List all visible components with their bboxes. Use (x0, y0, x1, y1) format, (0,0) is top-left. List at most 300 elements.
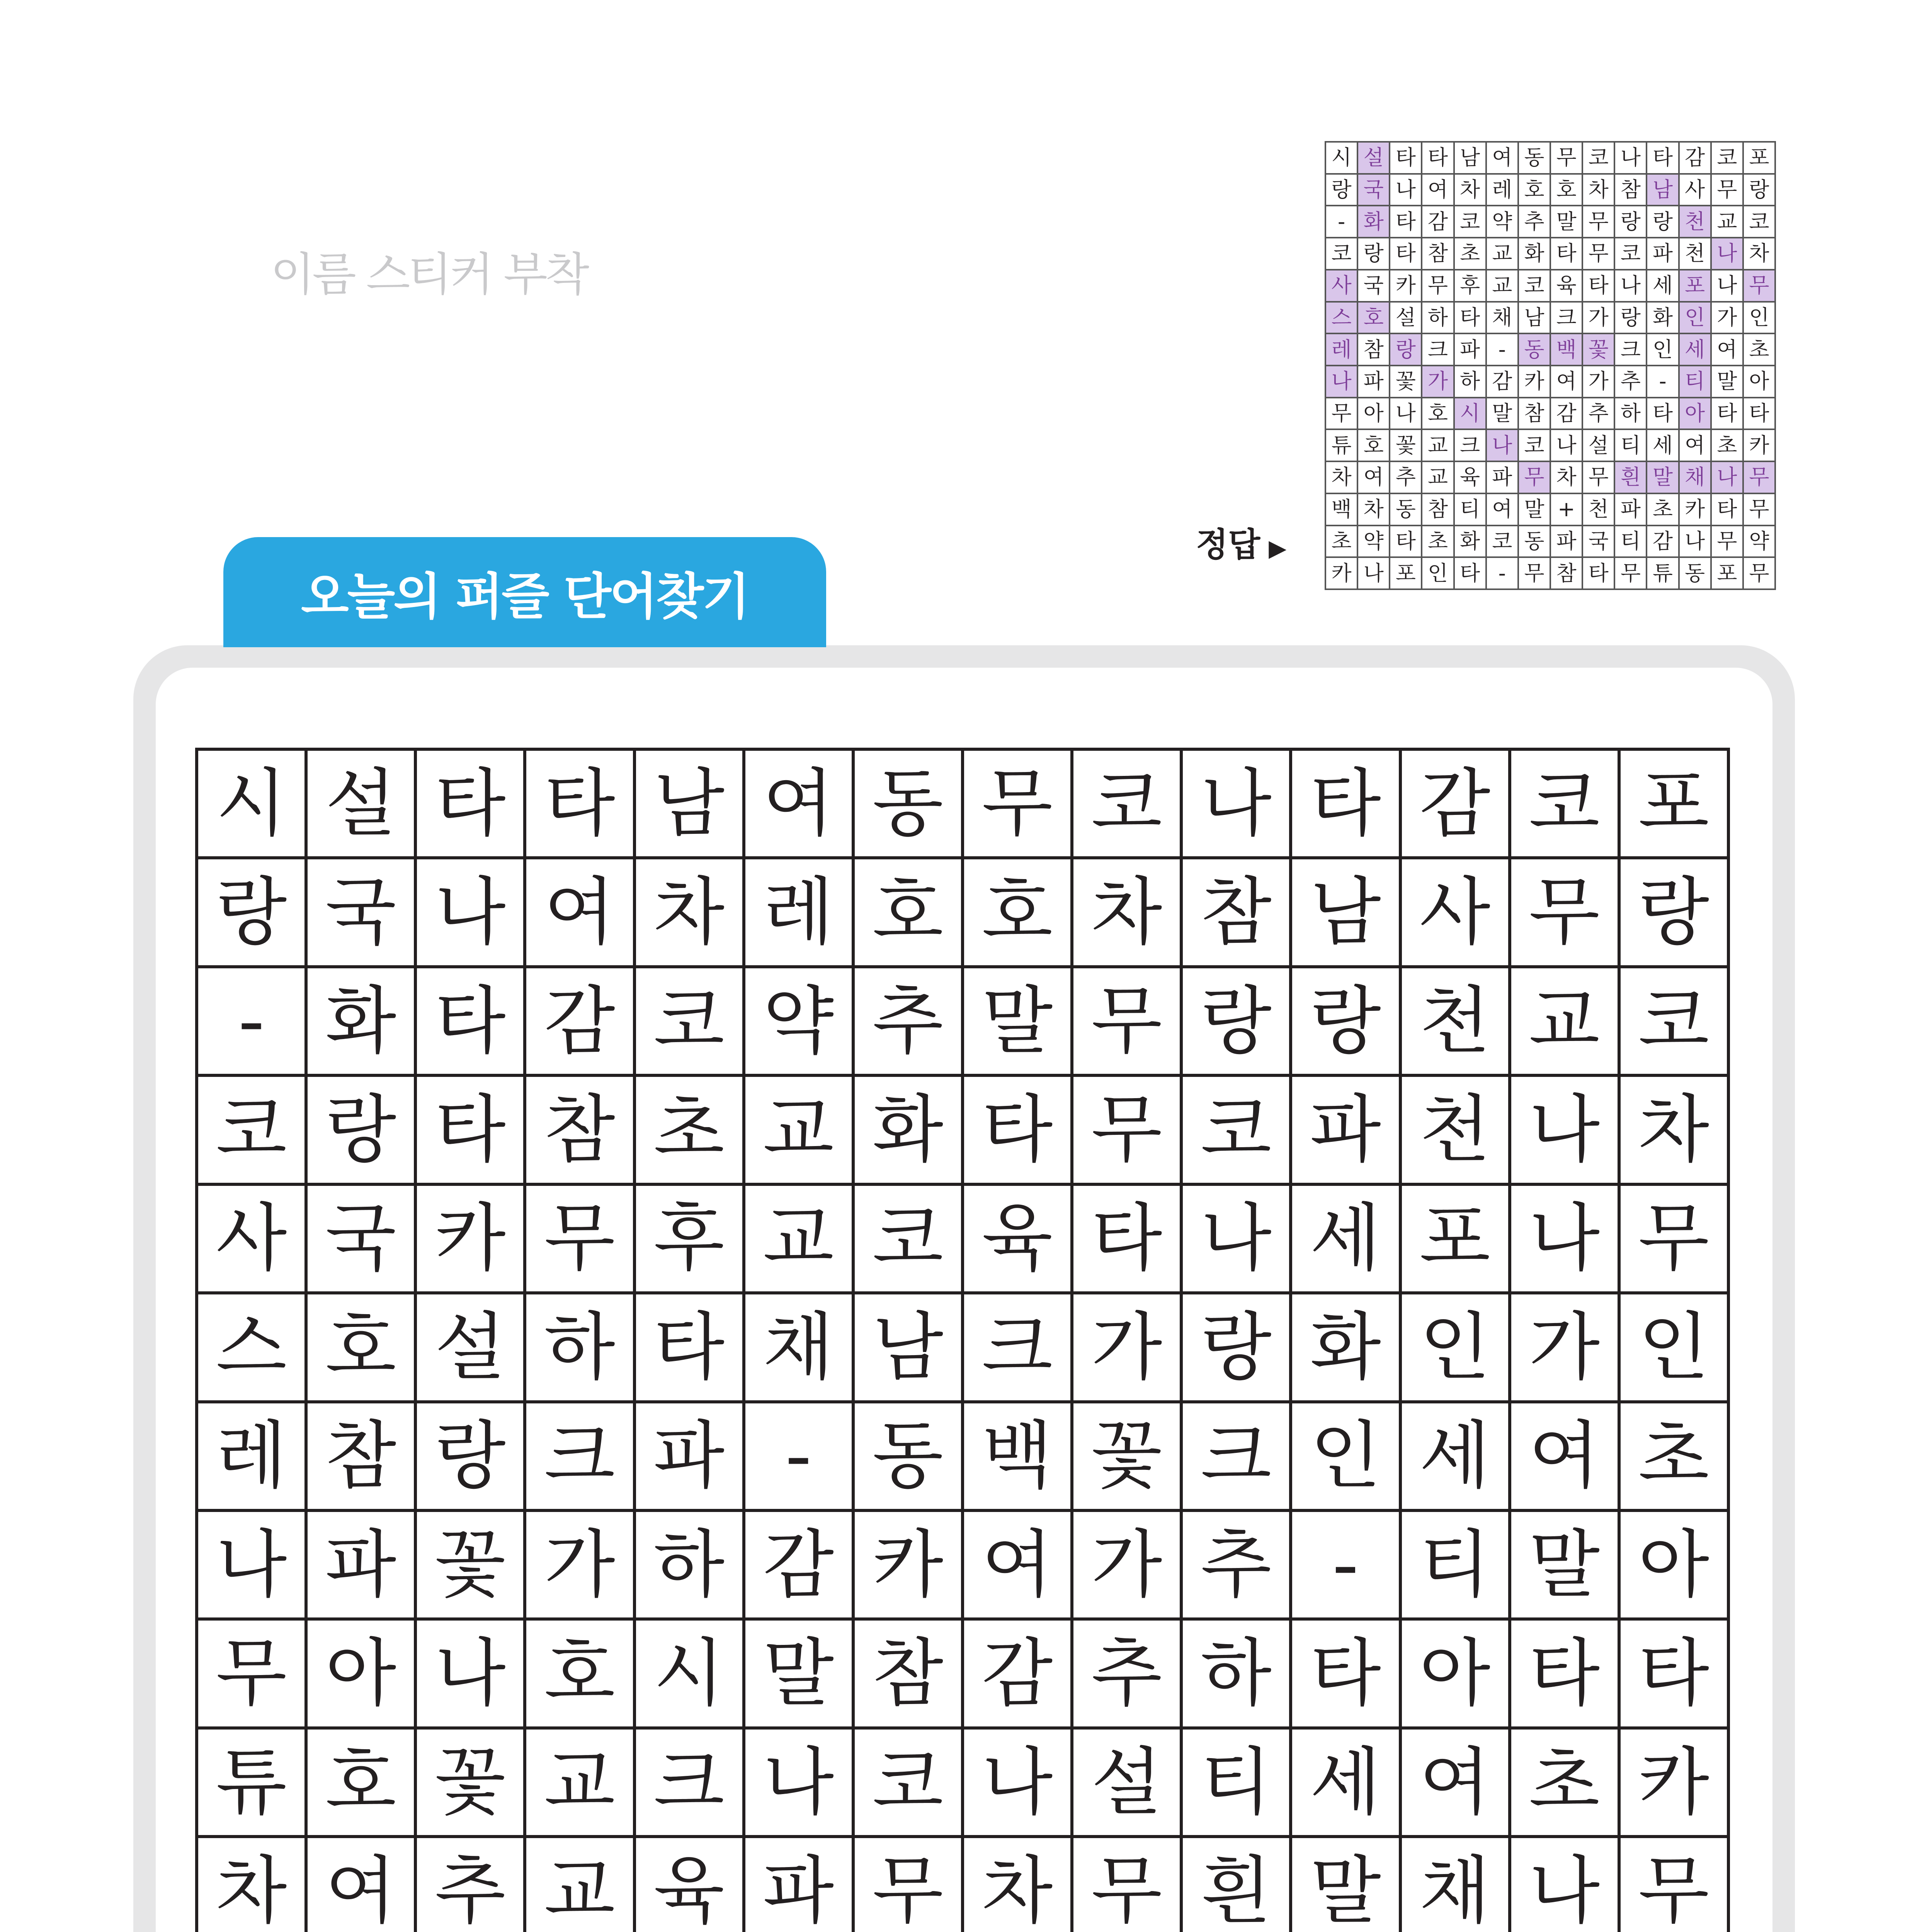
puzzle-cell: 교 (526, 1730, 636, 1838)
answer-cell: 차 (1583, 175, 1615, 207)
puzzle-cell: 타 (417, 968, 526, 1077)
puzzle-cell: 화 (308, 968, 417, 1077)
puzzle-cell: 하 (1183, 1621, 1292, 1729)
answer-cell: 나 (1680, 526, 1712, 558)
puzzle-cell: 세 (1402, 1403, 1511, 1512)
answer-cell: 감 (1647, 526, 1679, 558)
puzzle-cell: 랑 (198, 859, 308, 968)
answer-cell: 랑 (1390, 334, 1422, 366)
answer-cell: 천 (1583, 494, 1615, 526)
answer-cell: 포 (1680, 270, 1712, 303)
puzzle-cell: 무 (1073, 968, 1183, 1077)
puzzle-cell: 코 (1621, 968, 1730, 1077)
answer-cell: 화 (1358, 206, 1390, 238)
puzzle-cell: 랑 (1183, 968, 1292, 1077)
answer-cell: 나 (1487, 430, 1519, 462)
puzzle-cell: 참 (1183, 859, 1292, 968)
answer-cell: 인 (1422, 558, 1454, 590)
puzzle-cell: 동 (855, 1403, 964, 1512)
puzzle-cell: 아 (308, 1621, 417, 1729)
puzzle-cell: 나 (1511, 1186, 1621, 1294)
answer-cell: 파 (1358, 366, 1390, 398)
answer-cell: 참 (1422, 238, 1454, 270)
puzzle-cell: 설 (417, 1294, 526, 1403)
puzzle-cell: 크 (1183, 1403, 1292, 1512)
answer-cell: 초 (1647, 494, 1679, 526)
answer-cell: 화 (1519, 238, 1551, 270)
answer-cell: 동 (1519, 143, 1551, 175)
puzzle-cell: 타 (526, 751, 636, 859)
answer-cell: 무 (1551, 143, 1583, 175)
answer-cell: 세 (1680, 334, 1712, 366)
answer-cell: 포 (1744, 143, 1776, 175)
puzzle-cell: 국 (308, 859, 417, 968)
puzzle-cell: 추 (417, 1838, 526, 1932)
answer-cell: 무 (1519, 558, 1551, 590)
answer-cell: 말 (1519, 494, 1551, 526)
arrow-right-icon: ▶ (1269, 535, 1287, 562)
answer-cell: 추 (1390, 462, 1422, 494)
answer-cell: 후 (1455, 270, 1487, 303)
puzzle-cell: 화 (1292, 1294, 1402, 1403)
puzzle-cell: 초 (636, 1077, 745, 1185)
answer-cell: 천 (1680, 238, 1712, 270)
answer-cell: 호 (1358, 303, 1390, 335)
answer-cell: 참 (1615, 175, 1647, 207)
answer-cell: 아 (1744, 366, 1776, 398)
answer-cell: - (1487, 558, 1519, 590)
puzzle-cell: 무 (1621, 1838, 1730, 1932)
puzzle-cell: 튜 (198, 1730, 308, 1838)
puzzle-cell: 무 (1073, 1077, 1183, 1185)
answer-cell: 파 (1487, 462, 1519, 494)
puzzle-cell: 교 (745, 1186, 855, 1294)
puzzle-cell: 파 (308, 1512, 417, 1621)
puzzle-cell: 타 (1621, 1621, 1730, 1729)
answer-cell: 차 (1551, 462, 1583, 494)
puzzle-cell: 랑 (1292, 968, 1402, 1077)
answer-cell: 여 (1712, 334, 1744, 366)
answer-cell: 감 (1422, 206, 1454, 238)
answer-cell: 나 (1712, 270, 1744, 303)
puzzle-cell: 나 (1183, 751, 1292, 859)
answer-cell: 랑 (1615, 206, 1647, 238)
answer-cell: 타 (1390, 143, 1422, 175)
answer-cell: 감 (1487, 366, 1519, 398)
answer-cell: 타 (1583, 558, 1615, 590)
answer-cell: 랑 (1358, 238, 1390, 270)
answer-cell: 차 (1455, 175, 1487, 207)
puzzle-cell: 말 (1511, 1512, 1621, 1621)
answer-cell: 타 (1390, 526, 1422, 558)
puzzle-cell: 말 (964, 968, 1073, 1077)
answer-cell: 나 (1358, 558, 1390, 590)
puzzle-cell: 무 (1621, 1186, 1730, 1294)
answer-cell: 교 (1712, 206, 1744, 238)
puzzle-cell: 국 (308, 1186, 417, 1294)
answer-cell: 카 (1390, 270, 1422, 303)
puzzle-cell: 호 (526, 1621, 636, 1729)
answer-cell: 인 (1744, 303, 1776, 335)
answer-cell: 코 (1487, 526, 1519, 558)
answer-cell: 랑 (1326, 175, 1358, 207)
puzzle-cell: 교 (1511, 968, 1621, 1077)
puzzle-cell: 타 (1292, 1621, 1402, 1729)
answer-cell: 초 (1455, 238, 1487, 270)
answer-cell: 꽃 (1390, 430, 1422, 462)
answer-label (1196, 518, 1286, 566)
answer-cell: 무 (1583, 238, 1615, 270)
puzzle-cell: 타 (417, 1077, 526, 1185)
answer-cell: 남 (1647, 175, 1679, 207)
puzzle-cell: 레 (198, 1403, 308, 1512)
answer-cell: 무 (1326, 398, 1358, 430)
answer-cell: 감 (1680, 143, 1712, 175)
puzzle-cell: 나 (417, 1621, 526, 1729)
puzzle-cell: 타 (417, 751, 526, 859)
answer-cell: 초 (1422, 526, 1454, 558)
answer-cell: 랑 (1744, 175, 1776, 207)
answer-cell: - (1487, 334, 1519, 366)
puzzle-cell: 나 (198, 1512, 308, 1621)
puzzle-cell: 여 (964, 1512, 1073, 1621)
answer-cell: 랑 (1647, 206, 1679, 238)
answer-cell: 타 (1455, 303, 1487, 335)
puzzle-cell: 백 (964, 1403, 1073, 1512)
puzzle-cell: 채 (1402, 1838, 1511, 1932)
answer-cell: 참 (1358, 334, 1390, 366)
puzzle-cell: 코 (1183, 1077, 1292, 1185)
answer-cell: 크 (1551, 303, 1583, 335)
puzzle-cell: 채 (745, 1294, 855, 1403)
answer-cell: 국 (1358, 270, 1390, 303)
puzzle-cell: 차 (198, 1838, 308, 1932)
answer-cell: 꽃 (1390, 366, 1422, 398)
answer-cell: 스 (1326, 303, 1358, 335)
puzzle-cell: 하 (636, 1512, 745, 1621)
puzzle-cell: 교 (526, 1838, 636, 1932)
puzzle-cell: 코 (855, 1730, 964, 1838)
puzzle-cell: 호 (855, 859, 964, 968)
answer-cell: 무 (1583, 206, 1615, 238)
puzzle-cell: 나 (964, 1730, 1073, 1838)
answer-cell: 튜 (1647, 558, 1679, 590)
puzzle-cell: 추 (1183, 1512, 1292, 1621)
puzzle-cell: 티 (1183, 1730, 1292, 1838)
puzzle-cell: 타 (1292, 751, 1402, 859)
puzzle-cell: 육 (964, 1186, 1073, 1294)
puzzle-cell: 인 (1621, 1294, 1730, 1403)
answer-cell: 말 (1712, 366, 1744, 398)
answer-cell: 꽃 (1583, 334, 1615, 366)
puzzle-cell: 여 (1511, 1403, 1621, 1512)
puzzle-cell: 호 (308, 1730, 417, 1838)
answer-cell: 타 (1647, 143, 1679, 175)
name-sticker-placeholder: 이름 스티커 부착 (270, 248, 587, 301)
puzzle-cell: 차 (964, 1838, 1073, 1932)
answer-cell: 카 (1326, 558, 1358, 590)
answer-cell: 하 (1455, 366, 1487, 398)
answer-cell: 타 (1744, 398, 1776, 430)
puzzle-cell: 추 (1073, 1621, 1183, 1729)
answer-cell: 호 (1551, 175, 1583, 207)
answer-cell: 국 (1358, 175, 1390, 207)
answer-cell: 감 (1551, 398, 1583, 430)
answer-cell: 타 (1712, 398, 1744, 430)
puzzle-cell: 참 (526, 1077, 636, 1185)
answer-cell: 여 (1487, 494, 1519, 526)
answer-cell: 무 (1519, 462, 1551, 494)
puzzle-cell: 파 (1292, 1077, 1402, 1185)
answer-cell: 파 (1647, 238, 1679, 270)
answer-cell: 가 (1422, 366, 1454, 398)
puzzle-cell: - (745, 1403, 855, 1512)
puzzle-cell: 무 (526, 1186, 636, 1294)
answer-cell: 추 (1519, 206, 1551, 238)
puzzle-cell: 하 (526, 1294, 636, 1403)
puzzle-cell: 코 (198, 1077, 308, 1185)
puzzle-cell: 남 (855, 1294, 964, 1403)
puzzle-cell: 코 (1073, 751, 1183, 859)
puzzle-cell: 설 (308, 751, 417, 859)
puzzle-cell: 세 (1292, 1730, 1402, 1838)
puzzle-cell: 나 (745, 1730, 855, 1838)
puzzle-cell: 무 (1511, 859, 1621, 968)
answer-cell: 나 (1390, 398, 1422, 430)
puzzle-cell: 크 (964, 1294, 1073, 1403)
answer-cell: 코 (1519, 270, 1551, 303)
answer-cell: 타 (1551, 238, 1583, 270)
answer-cell: 티 (1680, 366, 1712, 398)
answer-cell: 설 (1583, 430, 1615, 462)
answer-cell: 아 (1358, 398, 1390, 430)
answer-cell: 약 (1358, 526, 1390, 558)
answer-cell: 참 (1422, 494, 1454, 526)
puzzle-cell: 코 (1511, 751, 1621, 859)
answer-cell: 코 (1712, 143, 1744, 175)
answer-cell: - (1647, 366, 1679, 398)
answer-cell: 여 (1358, 462, 1390, 494)
answer-cell: 남 (1519, 303, 1551, 335)
answer-cell: 파 (1455, 334, 1487, 366)
answer-cell: + (1551, 494, 1583, 526)
answer-cell: 무 (1744, 270, 1776, 303)
puzzle-cell: 후 (636, 1186, 745, 1294)
answer-cell: 약 (1744, 526, 1776, 558)
answer-cell: 시 (1455, 398, 1487, 430)
puzzle-cell: 시 (198, 751, 308, 859)
answer-cell: 설 (1358, 143, 1390, 175)
answer-cell: 튜 (1326, 430, 1358, 462)
puzzle-grid (195, 748, 1730, 1932)
answer-cell: 파 (1615, 494, 1647, 526)
answer-cell: 레 (1487, 175, 1519, 207)
puzzle-cell: 세 (1292, 1186, 1402, 1294)
puzzle-cell: 여 (526, 859, 636, 968)
answer-cell: 육 (1551, 270, 1583, 303)
puzzle-cell: 감 (964, 1621, 1073, 1729)
puzzle-cell: 카 (417, 1186, 526, 1294)
puzzle-cell: 파 (745, 1838, 855, 1932)
puzzle-cell: 인 (1402, 1294, 1511, 1403)
answer-cell: 크 (1422, 334, 1454, 366)
answer-cell: 카 (1519, 366, 1551, 398)
answer-cell: 초 (1744, 334, 1776, 366)
page-title: 오늘의 퍼즐 단어찾기 (301, 568, 748, 626)
answer-cell: 인 (1680, 303, 1712, 335)
answer-cell: 하 (1615, 398, 1647, 430)
answer-cell: 말 (1647, 462, 1679, 494)
answer-cell: 무 (1615, 558, 1647, 590)
answer-cell: 백 (1326, 494, 1358, 526)
answer-cell: 차 (1744, 238, 1776, 270)
puzzle-cell: 교 (745, 1077, 855, 1185)
answer-cell: 여 (1551, 366, 1583, 398)
puzzle-cell: - (1292, 1512, 1402, 1621)
answer-cell: 화 (1647, 303, 1679, 335)
puzzle-cell: 사 (1402, 859, 1511, 968)
answer-cell: 나 (1326, 366, 1358, 398)
answer-cell: 참 (1551, 558, 1583, 590)
answer-cell: 호 (1422, 398, 1454, 430)
puzzle-cell: 스 (198, 1294, 308, 1403)
answer-cell: 동 (1680, 558, 1712, 590)
puzzle-cell: 타 (636, 1294, 745, 1403)
answer-cell: 국 (1583, 526, 1615, 558)
puzzle-cell: 타 (964, 1077, 1073, 1185)
answer-cell: 흰 (1615, 462, 1647, 494)
answer-grid (1325, 141, 1776, 590)
answer-cell: 포 (1390, 558, 1422, 590)
puzzle-cell: 랑 (1621, 859, 1730, 968)
answer-cell: 타 (1455, 558, 1487, 590)
answer-cell: 호 (1519, 175, 1551, 207)
puzzle-cell: 나 (1511, 1077, 1621, 1185)
answer-cell: 동 (1519, 334, 1551, 366)
answer-cell: 타 (1583, 270, 1615, 303)
puzzle-cell: 랑 (417, 1403, 526, 1512)
puzzle-cell: 호 (964, 859, 1073, 968)
answer-cell: 동 (1390, 494, 1422, 526)
puzzle-cell: 꽃 (417, 1512, 526, 1621)
answer-cell: 코 (1744, 206, 1776, 238)
answer-cell: 티 (1615, 526, 1647, 558)
answer-cell: 참 (1519, 398, 1551, 430)
answer-cell: 코 (1615, 238, 1647, 270)
answer-cell: 나 (1615, 143, 1647, 175)
puzzle-cell: 무 (964, 751, 1073, 859)
answer-cell: 인 (1647, 334, 1679, 366)
puzzle-cell: 인 (1292, 1403, 1402, 1512)
answer-cell: 무 (1712, 526, 1744, 558)
answer-cell: 코 (1326, 238, 1358, 270)
puzzle-cell: 화 (855, 1077, 964, 1185)
answer-cell: 화 (1455, 526, 1487, 558)
puzzle-cell: 나 (1511, 1838, 1621, 1932)
puzzle-cell: 감 (1402, 751, 1511, 859)
answer-cell: 가 (1583, 303, 1615, 335)
puzzle-cell: 초 (1621, 1403, 1730, 1512)
puzzle-cell: 가 (526, 1512, 636, 1621)
answer-cell: 무 (1422, 270, 1454, 303)
answer-cell: 채 (1487, 303, 1519, 335)
puzzle-cell: 랑 (308, 1077, 417, 1185)
puzzle-cell: 사 (198, 1186, 308, 1294)
answer-cell: 무 (1583, 462, 1615, 494)
puzzle-cell: 티 (1402, 1512, 1511, 1621)
puzzle-cell: 가 (1511, 1294, 1621, 1403)
puzzle-cell: 호 (308, 1294, 417, 1403)
answer-cell: 가 (1712, 303, 1744, 335)
answer-cell: 사 (1680, 175, 1712, 207)
puzzle-cell: 말 (745, 1621, 855, 1729)
puzzle-cell: 약 (745, 968, 855, 1077)
answer-cell: 여 (1422, 175, 1454, 207)
puzzle-cell: 천 (1402, 1077, 1511, 1185)
puzzle-cell: 차 (1621, 1077, 1730, 1185)
puzzle-cell: 차 (636, 859, 745, 968)
answer-cell: 차 (1326, 462, 1358, 494)
puzzle-cell: 레 (745, 859, 855, 968)
puzzle-cell: 초 (1511, 1730, 1621, 1838)
puzzle-cell: 설 (1073, 1730, 1183, 1838)
puzzle-cell: 감 (745, 1512, 855, 1621)
answer-cell: 초 (1326, 526, 1358, 558)
puzzle-cell: 나 (1183, 1186, 1292, 1294)
answer-cell: 추 (1615, 366, 1647, 398)
puzzle-cell: 말 (1292, 1838, 1402, 1932)
answer-cell: 나 (1712, 462, 1744, 494)
puzzle-cell: 여 (308, 1838, 417, 1932)
answer-cell: 타 (1390, 206, 1422, 238)
answer-cell: 타 (1712, 494, 1744, 526)
puzzle-cell: 동 (855, 751, 964, 859)
answer-cell: 육 (1455, 462, 1487, 494)
puzzle-cell: 타 (1073, 1186, 1183, 1294)
answer-cell: 세 (1647, 430, 1679, 462)
puzzle-cell: 남 (1292, 859, 1402, 968)
answer-cell: 티 (1455, 494, 1487, 526)
puzzle-cell: 흰 (1183, 1838, 1292, 1932)
puzzle-cell: - (198, 968, 308, 1077)
puzzle-cell: 남 (636, 751, 745, 859)
answer-cell: 무 (1744, 494, 1776, 526)
answer-cell: 차 (1358, 494, 1390, 526)
puzzle-cell: 꽃 (417, 1730, 526, 1838)
answer-cell: 아 (1680, 398, 1712, 430)
answer-cell: 나 (1615, 270, 1647, 303)
puzzle-cell: 타 (1511, 1621, 1621, 1729)
puzzle-cell: 천 (1402, 968, 1511, 1077)
puzzle-cell: 꽃 (1073, 1403, 1183, 1512)
puzzle-cell: 포 (1621, 751, 1730, 859)
answer-cell: 설 (1390, 303, 1422, 335)
puzzle-cell: 여 (745, 751, 855, 859)
answer-cell: 코 (1583, 143, 1615, 175)
answer-cell: 약 (1487, 206, 1519, 238)
puzzle-cell: 파 (636, 1403, 745, 1512)
answer-cell: 파 (1551, 526, 1583, 558)
puzzle-cell: 감 (526, 968, 636, 1077)
answer-cell: 말 (1487, 398, 1519, 430)
answer-cell: 교 (1422, 462, 1454, 494)
answer-cell: 카 (1680, 494, 1712, 526)
answer-cell: 나 (1390, 175, 1422, 207)
puzzle-cell: 아 (1621, 1512, 1730, 1621)
puzzle-cell: 참 (855, 1621, 964, 1729)
answer-cell: 교 (1487, 238, 1519, 270)
puzzle-cell: 코 (636, 968, 745, 1077)
